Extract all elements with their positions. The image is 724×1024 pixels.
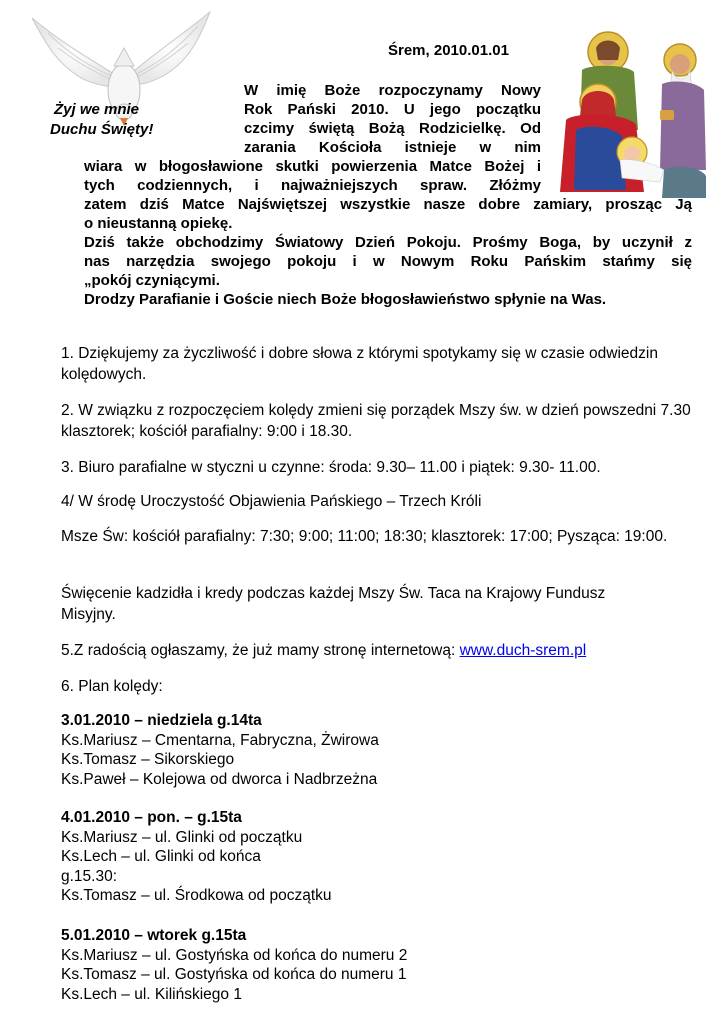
intro-line-4: zarania Kościoła istnieje w nim [244, 139, 541, 156]
schedule-line: Ks.Mariusz – Cmentarna, Fabryczna, Żwirowa [61, 731, 379, 749]
motto-line-2: Duchu Święty! [50, 121, 154, 138]
intro-line-3: czcimy świętą Bożą Rodzicielkę. Od [244, 120, 541, 137]
announcement-1: 1. Dziękujemy za życzliwość i dobre słowa z którymi spotykamy się w czasie odwiedzin kolędowych. [61, 345, 658, 383]
holy-family-image [552, 20, 708, 200]
intro-line-12: Drodzy Parafianie i Goście niech Boże błogosławieństwo spłynie na Was. [84, 291, 607, 308]
schedule-line: Ks.Mariusz – ul. Glinki od początku [61, 828, 303, 846]
announcement-4: 4/ W środę Uroczystość Objawienia Pańskiego – Trzech Króli [61, 493, 482, 510]
intro-line-7: zatem dziś Matce Najświętszej wszystkie nasze dobre zamiary, prosząc Ją [84, 196, 692, 213]
intro-line-2: Rok Pański 2010. U jego początku [244, 101, 541, 118]
announcement-4-incense: Święcenie kadzidła i kredy podczas każdej Mszy Św. Taca na Krajowy Fundusz Misyjny. [61, 585, 606, 623]
schedule-day-2 [61, 808, 332, 906]
intro-line-8: o nieustanną opiekę. [84, 215, 233, 232]
schedule-day-3-head: 5.01.2010 – wtorek g.15ta [61, 927, 247, 944]
intro-line-5: wiara w błogosławione skutki powierzenia Matce Bożej i [84, 158, 541, 175]
schedule-line: g.15.30: [61, 867, 118, 885]
schedule-day-1 [61, 711, 379, 789]
date-line: Śrem, 2010.01.01 [388, 42, 509, 59]
announcement-4-masses: Msze Św: kościół parafialny: 7:30; 9:00; 11:00; 18:30; klasztorek: 17:00; Pysząca: 19:00. [61, 528, 668, 545]
schedule-day-1-head: 3.01.2010 – niedziela g.14ta [61, 712, 262, 729]
intro-line-1: W imię Boże rozpoczynamy Nowy [244, 82, 541, 99]
schedule-line: Ks.Lech – ul. Glinki od końca [61, 848, 261, 865]
schedule-line: Ks.Lech – ul. Kilińskiego 1 [61, 985, 242, 1003]
holy-family-icon [552, 20, 708, 200]
schedule-day-3 [61, 926, 407, 1004]
announcement-5-text: 5.Z radością ogłaszamy, że już mamy stronę internetową: [61, 642, 460, 659]
intro-line-6: tych codziennych, i najważniejszych spraw. Złóżmy [84, 177, 541, 194]
schedule-line: Ks.Mariusz – ul. Gostyńska od końca do numeru 2 [61, 946, 408, 964]
intro-line-10: nas narzędzia swojego pokoju i w Nowym Roku Pańskim stańmy się [84, 253, 692, 270]
announcement-6: 6. Plan kolędy: [61, 678, 163, 695]
announcement-5 [61, 640, 691, 661]
intro-line-9: Dziś także obchodzimy Światowy Dzień Pokoju. Prośmy Boga, by uczynił z [84, 234, 692, 251]
intro-line-11: „pokój czyniącymi. [84, 272, 220, 289]
schedule-day-2-head: 4.01.2010 – pon. – g.15ta [61, 809, 242, 826]
schedule-line: Ks.Tomasz – ul. Gostyńska od końca do numeru 1 [61, 966, 407, 983]
motto-line-1: Żyj we mnie [54, 101, 140, 118]
schedule-line: Ks.Tomasz – ul. Środkowa od początku [61, 887, 332, 904]
announcement-2: 2. W związku z rozpoczęciem kolędy zmieni się porządek Mszy św. w dzień powszedni 7.30 klasztorek; kościół parafialny: 9:00 i 18.30. [61, 402, 691, 440]
schedule-line: Ks.Tomasz – Sikorskiego [61, 751, 235, 768]
announcement-3: 3. Biuro parafialne w styczni u czynne: środa: 9.30– 11.00 i piątek: 9.30- 11.00. [61, 459, 601, 476]
dove-icon [28, 8, 218, 138]
dove-logo [28, 8, 218, 138]
website-link[interactable]: www.duch-srem.pl [459, 642, 587, 659]
schedule-line: Ks.Paweł – Kolejowa od dworca i Nadbrzeżna [61, 770, 378, 788]
